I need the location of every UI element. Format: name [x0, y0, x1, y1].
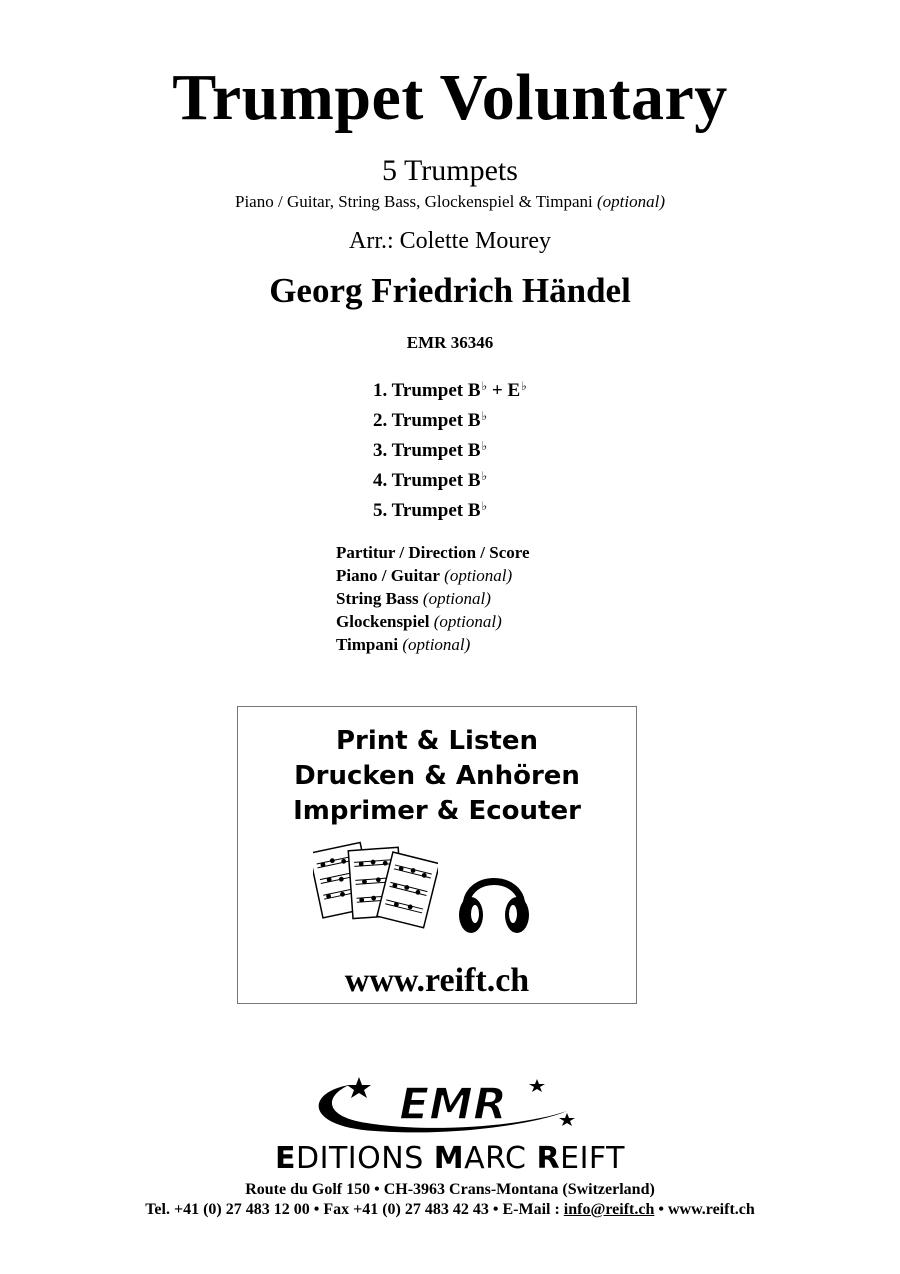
part-item [373, 463, 527, 493]
flat-sign: ♭ [521, 379, 527, 393]
contact-suffix: • www.reift.ch [654, 1201, 755, 1218]
part-item [373, 433, 527, 463]
headphones-icon [458, 859, 530, 941]
part-label: 3. Trumpet B [373, 440, 481, 461]
flat-sign: ♭ [481, 409, 488, 423]
publisher-contact [0, 1200, 900, 1220]
flat-sign: ♭ [481, 499, 488, 513]
optional-label: (optional) [422, 589, 491, 608]
contact-prefix: Tel. +41 (0) 27 483 12 00 • Fax +41 (0) 27 483 42 43 • E-Mail : [145, 1201, 564, 1218]
optional-label: (optional) [402, 635, 471, 654]
score-name: Piano / Guitar [336, 566, 440, 585]
part-label: 4. Trumpet B [373, 470, 481, 491]
score-item [336, 611, 530, 634]
optional-label: (optional) [444, 566, 513, 585]
score-name: Glockenspiel [336, 612, 430, 631]
publisher-name-part: DITIONS [296, 1141, 434, 1176]
flat-sign: ♭ [481, 469, 488, 483]
page-title: Trumpet Voluntary [172, 61, 728, 134]
instrumentation-line [0, 192, 900, 212]
part-item [373, 403, 527, 433]
arranger-credit: Arr.: Colette Mourey [349, 228, 551, 254]
part-item [373, 373, 527, 403]
part-label: 2. Trumpet B [373, 410, 481, 431]
print-listen-box [237, 706, 637, 1004]
parts-list [373, 373, 527, 523]
scores-list [336, 542, 530, 657]
promo-url[interactable]: www.reift.ch [344, 962, 530, 999]
publisher-address: Route du Golf 150 • CH-3963 Crans-Montana (Switzerland) [245, 1181, 655, 1198]
catalog-number: EMR 36346 [406, 333, 494, 352]
emr-logo [305, 1075, 580, 1137]
score-name: Partitur / Direction / Score [336, 543, 530, 562]
score-name: Timpani [336, 635, 399, 654]
part-label: 5. Trumpet B [373, 500, 481, 521]
promo-line-fr: Imprimer & Ecouter [293, 796, 581, 826]
score-item [336, 634, 530, 657]
score-name: String Bass [336, 589, 419, 608]
publisher-name-part: EIFT [560, 1141, 625, 1176]
score-item [336, 542, 530, 565]
score-item [336, 565, 530, 588]
promo-line-de: Drucken & Anhören [294, 761, 580, 791]
optional-label: (optional) [433, 612, 502, 631]
optional-label: (optional) [597, 192, 665, 211]
part-item [373, 493, 527, 523]
promo-line-en: Print & Listen [335, 726, 539, 756]
publisher-name [0, 1142, 900, 1176]
composer-name: Georg Friedrich Händel [269, 271, 631, 310]
publisher-name-part: M [433, 1141, 465, 1176]
sheet-music-icon [313, 837, 438, 937]
publisher-name-part: ARC [464, 1141, 537, 1176]
score-item [336, 588, 530, 611]
publisher-name-part: E [275, 1141, 297, 1176]
logo-text: EMR [399, 1079, 507, 1130]
flat-sign: ♭ [481, 379, 488, 393]
part-label: 1. Trumpet B [373, 380, 481, 401]
instrumentation-text: Piano / Guitar, String Bass, Glockenspiel & Timpani [235, 192, 593, 211]
flat-sign: ♭ [481, 439, 488, 453]
email-link[interactable]: info@reift.ch [563, 1201, 655, 1218]
part-plus: + E [487, 380, 521, 401]
publisher-name-part: R [536, 1141, 561, 1176]
ensemble-subtitle: 5 Trumpets [382, 154, 518, 187]
